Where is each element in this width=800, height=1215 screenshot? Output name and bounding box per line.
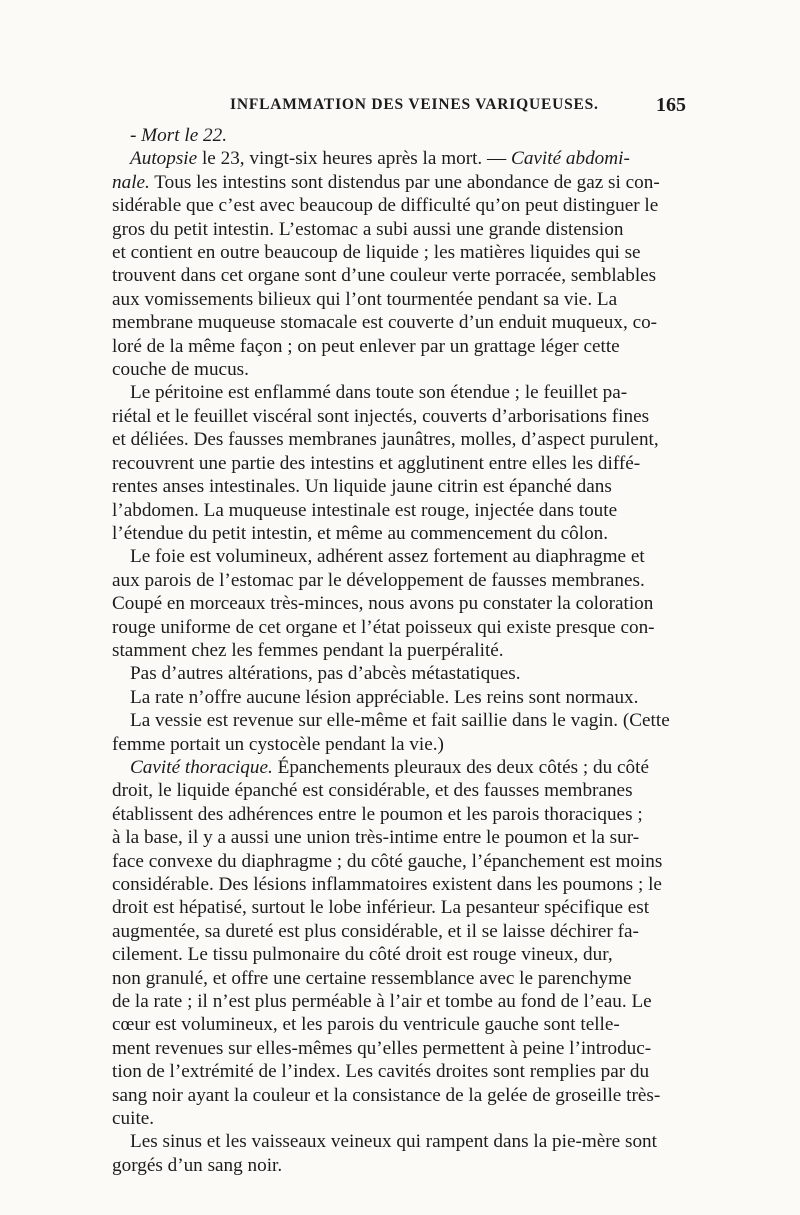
italic-text: Cavité thoracique. [130,756,273,778]
line-text: recouvrent une partie des intestins et agglutinent entre elles les diffé- [112,452,641,474]
running-title: INFLAMMATION DES VEINES VARIQUEUSES. [230,96,599,113]
line-text: gros du petit intestin. L’estomac a subi aussi une grande distension [112,218,624,240]
text-line [112,1060,686,1083]
text-line [112,194,686,217]
line-text: à la base, il y a aussi une union très-intime entre le poumon et la sur- [112,827,640,849]
line-text: et déliées. Des fausses membranes jaunâtres, molles, d’aspect purulent, [112,429,659,451]
body-text [112,124,686,1177]
text-line [112,499,686,522]
text-line [112,826,686,849]
text-line [112,943,686,966]
line-text: établissent des adhérences entre le poumon et les parois thoraciques ; [112,803,643,825]
line-text: Le péritoine est enflammé dans toute son étendue ; le feuillet pa- [130,382,628,404]
text-line [112,264,686,287]
text-line [112,1154,686,1177]
line-text: Coupé en morceaux très-minces, nous avons pu constater la coloration [112,593,654,615]
text-line [112,1084,686,1107]
text-line [112,475,686,498]
line-text: droit, le liquide épanché est considérable, et des fausses membranes [112,780,633,802]
line-text: loré de la même façon ; on peut enlever par un grattage léger cette [112,335,620,357]
line-text: Le foie est volumineux, adhérent assez fortement au diaphragme et [130,546,645,568]
line-text: de la rate ; il n’est plus perméable à l’air et tombe au fond de l’eau. Le [112,991,652,1013]
text-line [112,545,686,568]
line-text: Tous les intestins sont distendus par une abondance de gaz si con- [149,171,660,193]
line-text: cuite. [112,1108,155,1130]
text-line [112,241,686,264]
line-text: couche de mucus. [112,359,249,381]
line-text: La vessie est revenue sur elle-même et fait saillie dans le vagin. (Cette [130,710,670,732]
text-line [112,803,686,826]
italic-text: Cavité abdomi- [511,148,630,170]
text-line [112,592,686,615]
text-line [112,662,686,685]
text-line [112,920,686,943]
text-line [112,639,686,662]
text-line [112,335,686,358]
text-line [112,1130,686,1153]
text-line [112,311,686,334]
text-line [112,756,686,779]
text-line [112,1013,686,1036]
line-text: augmentée, sa dureté est plus considérable, et il se laisse déchirer fa- [112,920,639,942]
text-line [112,873,686,896]
line-text: stamment chez les femmes pendant la puerpéralité. [112,639,504,661]
line-text: le 23, vingt-six heures après la mort. — [197,148,512,170]
text-line [112,428,686,451]
line-text: tion de l’extrémité de l’index. Les cavités droites sont remplies par du [112,1061,650,1083]
line-text: membrane muqueuse stomacale est couverte d’un enduit muqueux, co- [112,312,658,334]
text-line [112,405,686,428]
text-line [112,171,686,194]
text-line [112,147,686,170]
line-text: droit est hépatisé, surtout le lobe inférieur. La pesanteur spécifique est [112,897,650,919]
text-line [112,358,686,381]
italic-text: Autopsie [130,148,198,170]
line-text: non granulé, et offre une certaine ressemblance avec le parenchyme [112,967,632,989]
page-header [112,96,686,120]
line-text: gorgés d’un sang noir. [112,1154,283,1176]
line-text: La rate n’offre aucune lésion appréciable. Les reins sont normaux. [130,686,639,708]
page-number: 165 [656,94,686,116]
text-line [112,569,686,592]
line-text: Les sinus et les vaisseaux veineux qui rampent dans la pie-mère sont [130,1131,657,1153]
line-text: face convexe du diaphragme ; du côté gauche, l’épanchement est moins [112,850,663,872]
text-line [112,990,686,1013]
text-line [112,124,686,147]
line-text: rentes anses intestinales. Un liquide jaune citrin est épanché dans [112,476,612,498]
text-line [112,709,686,732]
text-line [112,1037,686,1060]
text-line [112,896,686,919]
line-text: femme portait un cystocèle pendant la vie.) [112,733,444,755]
line-text: considérable. Des lésions inflammatoires existent dans les poumons ; le [112,874,662,895]
text-line [112,1107,686,1130]
line-text: Épanchements pleuraux des deux côtés ; du côté [272,756,649,778]
text-line [112,733,686,756]
line-text: aux parois de l’estomac par le développement de fausses membranes. [112,569,645,591]
line-text: ment revenues sur elles-mêmes qu’elles permettent à peine l’introduc- [112,1037,652,1059]
italic-text: - Mort le 22. [130,125,227,146]
line-text: cœur est volumineux, et les parois du ventricule gauche sont telle- [112,1014,620,1036]
text-line [112,452,686,475]
line-text: trouvent dans cet organe sont d’une couleur verte porracée, semblables [112,265,657,287]
text-line [112,522,686,545]
text-line [112,616,686,639]
line-text: l’abdomen. La muqueuse intestinale est rouge, injectée dans toute [112,499,618,521]
line-text: cilement. Le tissu pulmonaire du côté droit est rouge vineux, dur, [112,944,613,966]
line-text: sidérable que c’est avec beaucoup de difficulté qu’on peut distinguer le [112,195,659,217]
text-line [112,779,686,802]
line-text: riétal et le feuillet viscéral sont injectés, couverts d’arborisations fines [112,405,650,427]
text-line [112,288,686,311]
text-line [112,218,686,241]
line-text: et contient en outre beaucoup de liquide ; les matières liquides qui se [112,242,641,264]
line-text: aux vomissements bilieux qui l’ont tourmentée pendant sa vie. La [112,288,618,310]
text-line [112,381,686,404]
text-line [112,967,686,990]
text-line [112,686,686,709]
line-text: rouge uniforme de cet organe et l’état poisseux qui existe presque con- [112,616,655,638]
line-text: sang noir ayant la couleur et la consistance de la gelée de groseille très- [112,1084,661,1106]
italic-text: nale. [112,171,150,193]
line-text: Pas d’autres altérations, pas d’abcès métastatiques. [130,663,521,685]
line-text: l’étendue du petit intestin, et même au commencement du côlon. [112,522,609,544]
text-line [112,850,686,873]
